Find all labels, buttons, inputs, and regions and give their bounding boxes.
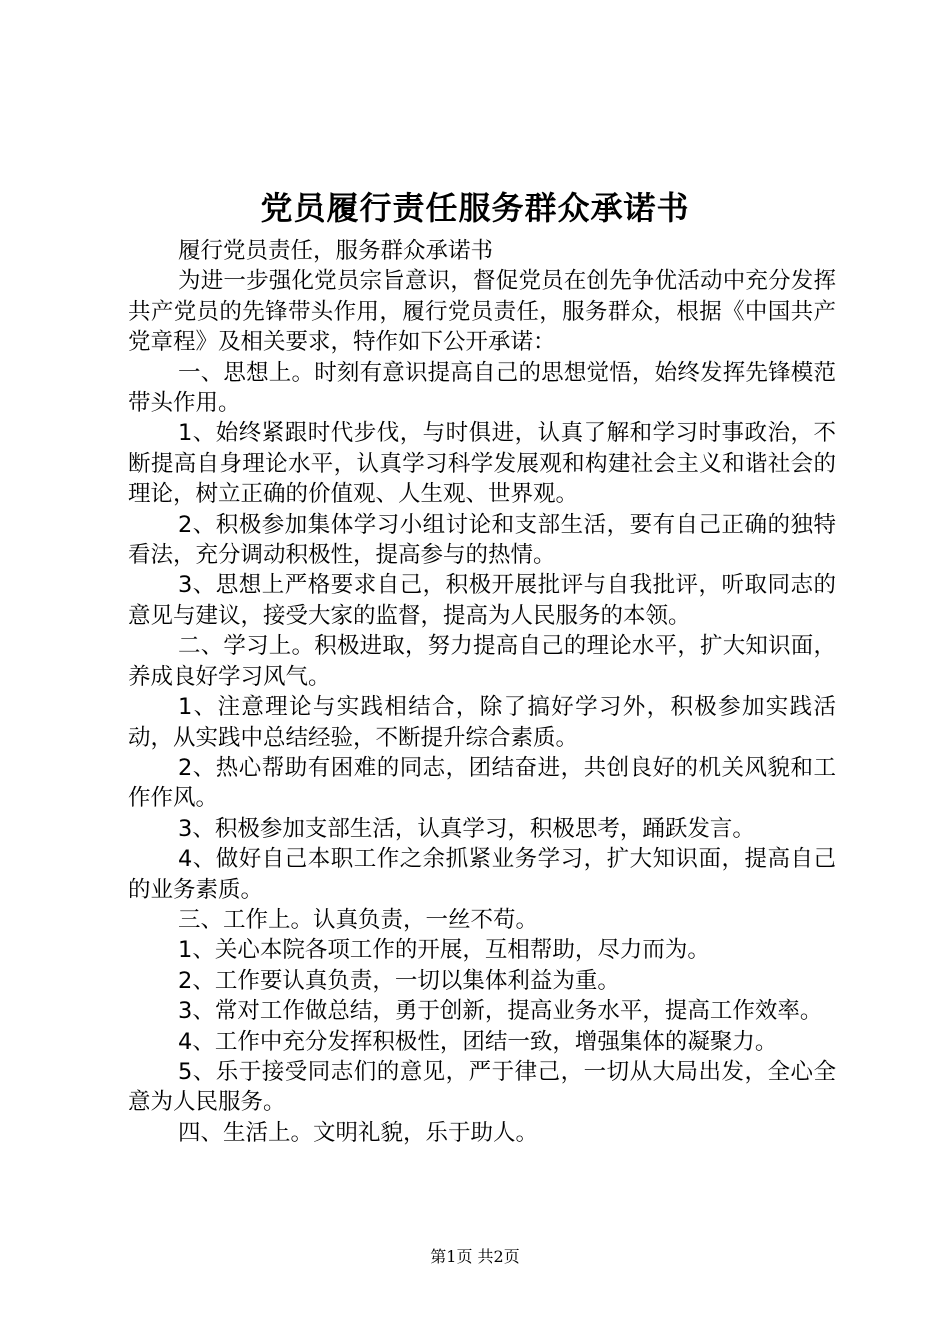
section-text: 文明礼貌，乐于助人。 [313, 1119, 539, 1146]
section-text: 认真负责，一丝不苟。 [313, 906, 539, 933]
paragraph-item [128, 570, 836, 631]
paragraph-item [128, 692, 836, 753]
paragraph-text: 1、注意理论与实践相结合，除了搞好学习外，积极参加实践活动，从实践中总结经验，不断提升综合素质。 [128, 694, 836, 751]
section-heading-study [128, 631, 836, 692]
paragraph-text: 3、思想上严格要求自己，积极开展批评与自我批评，听取同志的意见与建议，接受大家的监督，提高为人民服务的本领。 [128, 572, 836, 629]
document-title: 党员履行责任服务群众承诺书 [260, 189, 690, 227]
section-heading-life [128, 1118, 836, 1148]
paragraph-text: 2、工作要认真负责，一切以集体利益为重。 [178, 967, 620, 994]
paragraph-item [128, 753, 836, 814]
section-heading: 一、思想上。 [178, 359, 315, 386]
paragraph-text: 3、常对工作做总结，勇于创新，提高业务水平，提高工作效率。 [178, 998, 823, 1025]
paragraph-text: 5、乐于接受同志们的意见，严于律己，一切从大局出发，全心全意为人民服务。 [128, 1058, 836, 1116]
paragraph-item [128, 935, 836, 965]
paragraph-text: 3、积极参加支部生活，认真学习，积极思考，踊跃发言。 [178, 815, 755, 842]
section-heading: 二、学习上。 [178, 633, 315, 660]
paragraph-item [128, 844, 836, 905]
paragraph-item [128, 996, 836, 1026]
paragraph-text: 履行党员责任，服务群众承诺书 [178, 238, 494, 264]
paragraph-text: 为进一步强化党员宗旨意识，督促党员在创先争优活动中充分发挥共产党员的先锋带头作用，履行党员责任，服务群众，根据《中国共产党章程》及相关要求，特作如下公开承诺： [128, 268, 836, 356]
paragraph-item [128, 1057, 836, 1118]
paragraph-item [128, 510, 836, 571]
paragraph-intro [128, 266, 836, 357]
paragraph-text: 4、工作中充分发挥积极性，团结一致，增强集体的凝聚力。 [178, 1028, 778, 1055]
paragraph-text: 1、关心本院各项工作的开展，互相帮助，尽力而为。 [178, 937, 710, 964]
section-heading-thought [128, 358, 836, 419]
paragraph-item [128, 1027, 836, 1057]
section-heading: 三、工作上。 [178, 906, 314, 933]
paragraph-text: 2、积极参加集体学习小组讨论和支部生活，要有自己正确的独特看法，充分调动积极性，提高参与的热情。 [128, 511, 836, 569]
section-heading-work [128, 905, 836, 935]
document-body [128, 236, 836, 1148]
paragraph-item [128, 418, 836, 509]
section-heading: 四、生活上。 [178, 1119, 314, 1146]
paragraph-item [128, 814, 836, 844]
paragraph-text: 2、热心帮助有困难的同志，团结奋进，共创良好的机关风貌和工作作风。 [128, 754, 836, 812]
paragraph-text: 1、始终紧跟时代步伐，与时俱进，认真了解和学习时事政治，不断提高自身理论水平，认真学习科学发展观和构建社会主义和谐社会的理论，树立正确的价值观、人生观、世界观。 [128, 420, 836, 508]
paragraph-item [128, 966, 836, 996]
paragraph-subtitle [128, 236, 836, 266]
paragraph-text: 4、做好自己本职工作之余抓紧业务学习，扩大知识面，提高自己的业务素质。 [128, 846, 836, 903]
page-footer: 第1页 共2页 [430, 1247, 520, 1266]
section-text: 时刻有意识提高自己的思想觉悟，始终发挥先锋模范带头作用。 [128, 359, 836, 417]
section-text: 积极进取，努力提高自己的理论水平，扩大知识面，养成良好学习风气。 [128, 633, 836, 690]
